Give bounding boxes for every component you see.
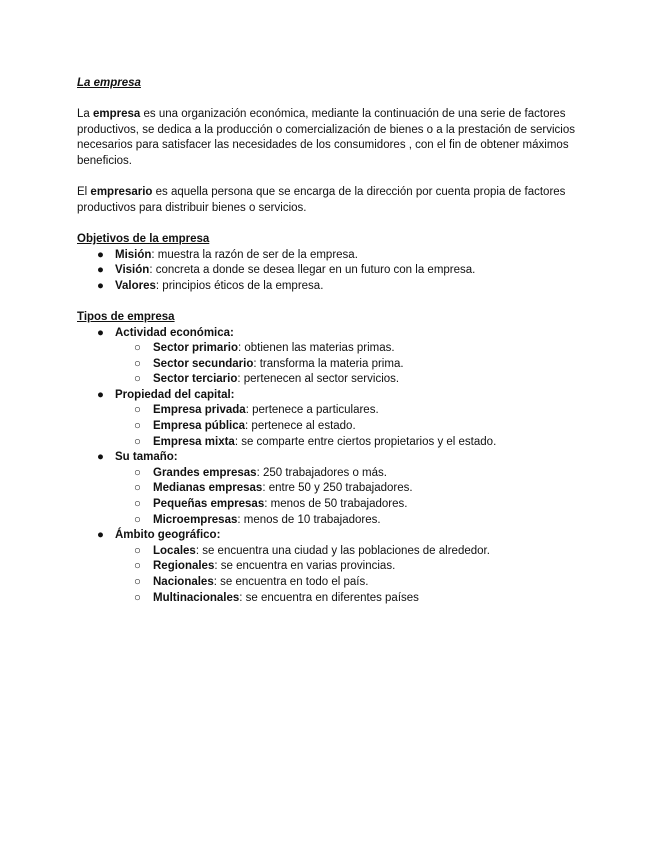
item-term: Pequeñas empresas [153, 498, 265, 511]
item-term: Empresa pública [153, 420, 246, 433]
item-term: Grandes empresas [153, 466, 257, 479]
bullet-icon: ● [97, 264, 104, 277]
bullet-icon: ● [97, 248, 104, 261]
item-desc: : principios éticos de la empresa. [155, 279, 324, 292]
item-desc: : pertenecen al sector servicios. [237, 373, 400, 386]
tipos-group-propiedad [77, 388, 582, 450]
item-term: Sector terciario [153, 373, 238, 386]
list-item [77, 419, 582, 435]
item-term: Sector secundario [153, 357, 254, 370]
list-item [77, 263, 582, 279]
item-term: Locales [153, 544, 196, 557]
circle-bullet-icon: ○ [134, 435, 141, 448]
objetivos-heading: Objetivos de la empresa [77, 232, 210, 245]
intro-prefix: La [77, 108, 93, 121]
section-spacer [77, 294, 582, 310]
circle-bullet-icon: ○ [134, 420, 141, 433]
document-page [77, 76, 582, 606]
intro-paragraph-empresario [77, 185, 582, 216]
item-term: Nacionales [153, 576, 214, 588]
item-term: Regionales [153, 560, 215, 573]
circle-bullet-icon: ○ [134, 544, 141, 557]
bullet-icon: ● [97, 388, 104, 401]
bullet-icon: ● [97, 326, 104, 339]
item-term: Medianas empresas [153, 482, 263, 495]
sublist [115, 466, 582, 528]
circle-bullet-icon: ○ [134, 498, 141, 511]
tipos-group-tamano [77, 450, 582, 528]
item-term: Microempresas [153, 513, 238, 526]
list-item [77, 341, 582, 357]
list-item [77, 466, 582, 482]
circle-bullet-icon: ○ [134, 513, 141, 526]
objetivos-list [77, 248, 582, 295]
bullet-icon: ● [97, 451, 104, 464]
item-desc: : obtienen las materias primas. [238, 342, 395, 355]
item-desc: : entre 50 y 250 trabajadores. [262, 482, 413, 495]
circle-bullet-icon: ○ [134, 591, 141, 604]
item-desc: : se encuentra en varias provincias. [214, 560, 396, 573]
list-item [77, 481, 582, 497]
sublist [115, 341, 582, 388]
item-desc: : transforma la materia prima. [253, 357, 404, 370]
intro-prefix: El [77, 186, 91, 199]
tipos-heading: Tipos de empresa [77, 310, 175, 323]
bullet-icon: ● [97, 279, 104, 292]
list-item [77, 435, 582, 451]
list-item [77, 248, 582, 264]
group-label: Su tamaño: [115, 451, 178, 464]
item-desc: : se encuentra en diferentes países [239, 591, 419, 604]
list-item [77, 544, 582, 560]
intro-text: es una organización económica, mediante la continuación de una serie de factores productivos, se dedica a la producción o comercialización de bienes o a la prestación de servicios necesarios para satisfacer las necesidades de los consumidores , con el fin de obtener máximos beneficios. [77, 108, 575, 167]
item-desc: : se encuentra una ciudad y las poblaciones de alrededor. [195, 544, 490, 557]
circle-bullet-icon: ○ [134, 466, 141, 479]
item-term: Sector primario [153, 342, 238, 355]
item-desc: : concreta a donde se desea llegar en un futuro con la empresa. [149, 264, 476, 277]
item-desc: : pertenece al estado. [245, 420, 356, 433]
group-label: Ámbito geográfico: [115, 529, 221, 542]
list-item [77, 591, 582, 607]
term-empresario: empresario [90, 186, 153, 199]
intro-text: es aquella persona que se encarga de la dirección por cuenta propia de factores productivos para distribuir bienes o servicios. [77, 186, 566, 214]
sublist [115, 403, 582, 450]
list-item [77, 279, 582, 295]
item-desc: : se encuentra en todo el país. [213, 576, 369, 588]
circle-bullet-icon: ○ [134, 482, 141, 495]
tipos-list [77, 326, 582, 607]
group-label: Actividad económica: [115, 326, 234, 339]
list-item [77, 372, 582, 388]
circle-bullet-icon: ○ [134, 373, 141, 386]
item-term: Valores [115, 279, 156, 292]
item-desc: : pertenece a particulares. [245, 404, 379, 417]
document-title: La empresa [77, 77, 141, 89]
list-item [77, 513, 582, 529]
intro-paragraph-empresa [77, 107, 582, 169]
item-term: Empresa mixta [153, 435, 235, 448]
item-term: Empresa privada [153, 404, 246, 417]
bullet-icon: ● [97, 529, 104, 542]
term-empresa: empresa [93, 108, 141, 121]
circle-bullet-icon: ○ [134, 560, 141, 573]
list-item [77, 559, 582, 575]
list-item [77, 357, 582, 373]
tipos-group-ambito [77, 528, 582, 606]
item-term: Multinacionales [153, 591, 240, 604]
item-desc: : muestra la razón de ser de la empresa. [151, 248, 358, 261]
item-term: Misión [115, 248, 152, 261]
circle-bullet-icon: ○ [134, 576, 141, 588]
circle-bullet-icon: ○ [134, 404, 141, 417]
list-item [77, 403, 582, 419]
item-desc: : menos de 10 trabajadores. [237, 513, 381, 526]
tipos-group-actividad [77, 326, 582, 388]
item-desc: : menos de 50 trabajadores. [264, 498, 408, 511]
item-desc: : se comparte entre ciertos propietarios y el estado. [234, 435, 497, 448]
list-item [77, 497, 582, 513]
group-label: Propiedad del capital: [115, 388, 235, 401]
circle-bullet-icon: ○ [134, 357, 141, 370]
sublist [115, 544, 582, 606]
circle-bullet-icon: ○ [134, 342, 141, 355]
item-desc: : 250 trabajadores o más. [256, 466, 387, 479]
item-term: Visión [115, 264, 150, 277]
list-item [77, 575, 582, 591]
